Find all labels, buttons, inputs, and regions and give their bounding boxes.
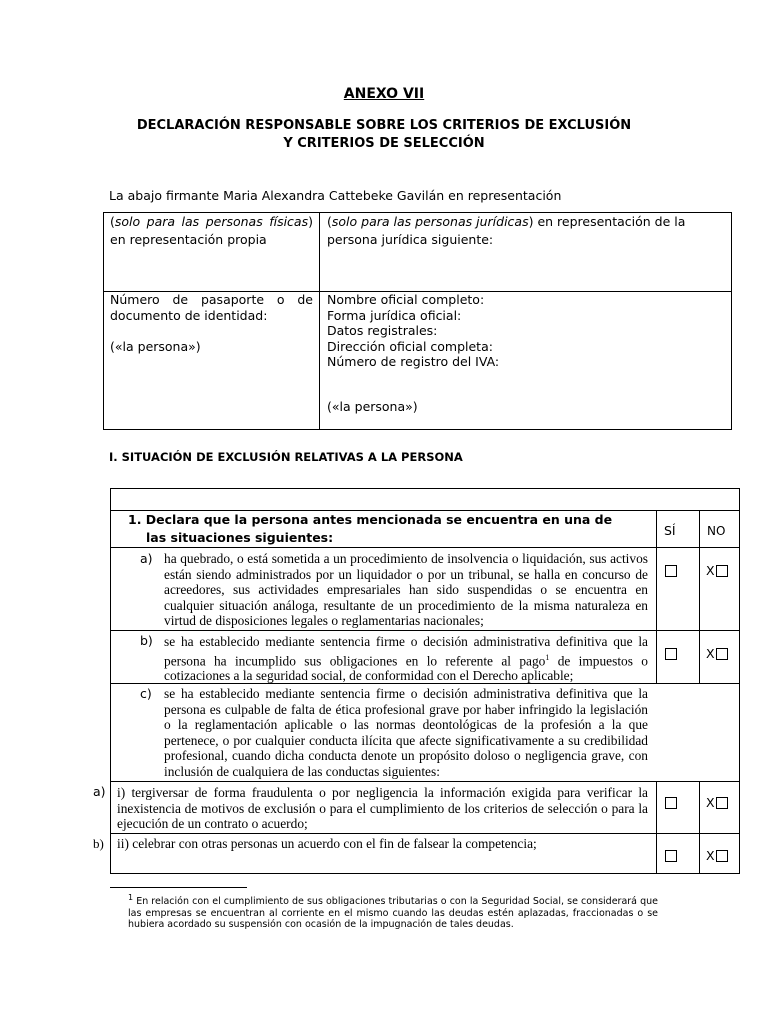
yes-checkbox[interactable] — [665, 565, 677, 577]
la-persona-right: («la persona») — [327, 399, 418, 414]
yes-checkbox[interactable] — [665, 850, 677, 862]
table-line — [699, 781, 700, 874]
declaration-title-line-2: Y CRITERIOS DE SELECCIÓN — [283, 136, 485, 151]
row-letter: c) — [140, 686, 152, 701]
physical-person-text: ) en representación propia — [110, 214, 313, 247]
table-line — [656, 781, 657, 874]
exclusion-question — [128, 511, 612, 547]
table-line — [110, 547, 740, 548]
x-mark: X — [706, 848, 715, 863]
row-letter: a) — [93, 784, 106, 799]
row-letter: b) — [93, 836, 104, 851]
x-mark: X — [706, 795, 715, 810]
table-line — [110, 630, 740, 631]
physical-person-italic: solo para las personas físicas — [114, 214, 309, 229]
row-text — [164, 634, 648, 684]
legal-person-cell — [327, 213, 727, 249]
id-number-label: Número de pasaporte o de documento de identidad: — [110, 292, 313, 323]
footnote-marker: 1 — [128, 893, 134, 902]
la-persona-left: («la persona») — [110, 339, 201, 354]
row-letter: b) — [140, 633, 153, 648]
legal-person-italic: solo para las personas jurídicas — [331, 214, 529, 229]
table-line — [110, 781, 740, 782]
row-text: i) tergiversar de forma fraudulenta o por negligencia la información exigida para verificar la inexistencia de motivos de exclusión o para el cumplimiento de los criterios de selección o para la ejecución de un contrato o acuerdo; — [117, 785, 648, 831]
x-mark: X — [706, 646, 715, 661]
column-no: NO — [707, 524, 726, 538]
declaration-title-line-1: DECLARACIÓN RESPONSABLE SOBRE LOS CRITERIOS DE EXCLUSIÓN — [136, 118, 632, 133]
physical-open-paren: ( — [110, 214, 115, 229]
column-si: SÍ — [664, 523, 676, 538]
table-line — [656, 510, 657, 683]
no-checkbox[interactable] — [716, 565, 728, 577]
question-line-1: 1. Declara que la persona antes mencionada se encuentra en una de — [128, 512, 613, 527]
row-text-part: se ha establecido mediante sentencia firme o decisión administrativa definitiva que la persona ha incumplido sus obligaciones en lo referente al pago — [164, 634, 648, 668]
field-vat-number: Número de registro del IVA: — [327, 354, 500, 369]
legal-fields-list — [327, 292, 499, 370]
no-checkbox[interactable] — [716, 797, 728, 809]
row-text: ha quebrado, o está sometida a un procedimiento de insolvencia o liquidación, sus activos están siendo administrados por un liquidador o por un tribunal, se halla en concurso de acreedores, sus actividades empresariales han sido suspendidas o se encuentra en cualquier situación análoga, resultante de un procedimiento de la misma naturaleza en virtud de disposiciones legales o reglamentarias nacionales; — [164, 551, 648, 628]
footnote-separator — [110, 887, 247, 888]
legal-open-paren: ( — [327, 214, 332, 229]
row-letter: a) — [140, 551, 153, 566]
row-text: ii) celebrar con otras personas un acuerdo con el fin de falsear la competencia; — [117, 836, 537, 851]
x-mark: X — [706, 563, 715, 578]
field-official-name: Nombre oficial completo: — [327, 292, 485, 307]
footnote — [128, 892, 658, 931]
identity-table-divider — [319, 212, 320, 430]
field-official-address: Dirección oficial completa: — [327, 338, 493, 354]
annex-title: ANEXO VII — [343, 86, 425, 102]
no-checkbox[interactable] — [716, 850, 728, 862]
footnote-text: En relación con el cumplimiento de sus obligaciones tributarias o con la Seguridad Social, se considerará que las empresas se encuentran al corriente en el mismo cuando las deudas estén aplazadas, fraccionadas o se hubiera acordado su suspensión con ocasión de la impugnación de tales deudas. — [128, 896, 658, 931]
yes-checkbox[interactable] — [665, 648, 677, 660]
table-line — [110, 833, 740, 834]
intro-text: La abajo firmante Maria Alexandra Cattebeke Gavilán en representación — [109, 188, 562, 203]
no-checkbox[interactable] — [716, 648, 728, 660]
row-text-part: de impuestos o cotizaciones a la seguridad social, de conformidad con el Derecho aplicable; — [164, 652, 648, 684]
table-line — [699, 510, 700, 683]
physical-person-cell — [110, 213, 313, 249]
legal-person-text: ) en representación de la persona jurídica siguiente: — [327, 214, 686, 247]
footnote-reference[interactable]: 1 — [545, 652, 550, 662]
field-legal-form: Forma jurídica oficial: — [327, 307, 462, 323]
field-registry-data: Datos registrales: — [327, 323, 438, 338]
row-text: se ha establecido mediante sentencia firme o decisión administrativa definitiva que la persona es culpable de falta de ética profesional grave por haber infringido la legislación o la reglamentación aplicable o las normas deontológicas de la profesión a la que pertenece, o por cualquier conducta ilícita que afecte significativamente a su credibilidad profesional, cuando dicha conducta denote un propósito doloso o negligencia grave, con inclusión de cualquiera de las conductas siguientes: — [164, 686, 648, 779]
declaration-title — [0, 117, 768, 153]
yes-checkbox[interactable] — [665, 797, 677, 809]
section-heading: I. SITUACIÓN DE EXCLUSIÓN RELATIVAS A LA PERSONA — [109, 450, 463, 464]
question-line-2: las situaciones siguientes: — [146, 530, 334, 545]
